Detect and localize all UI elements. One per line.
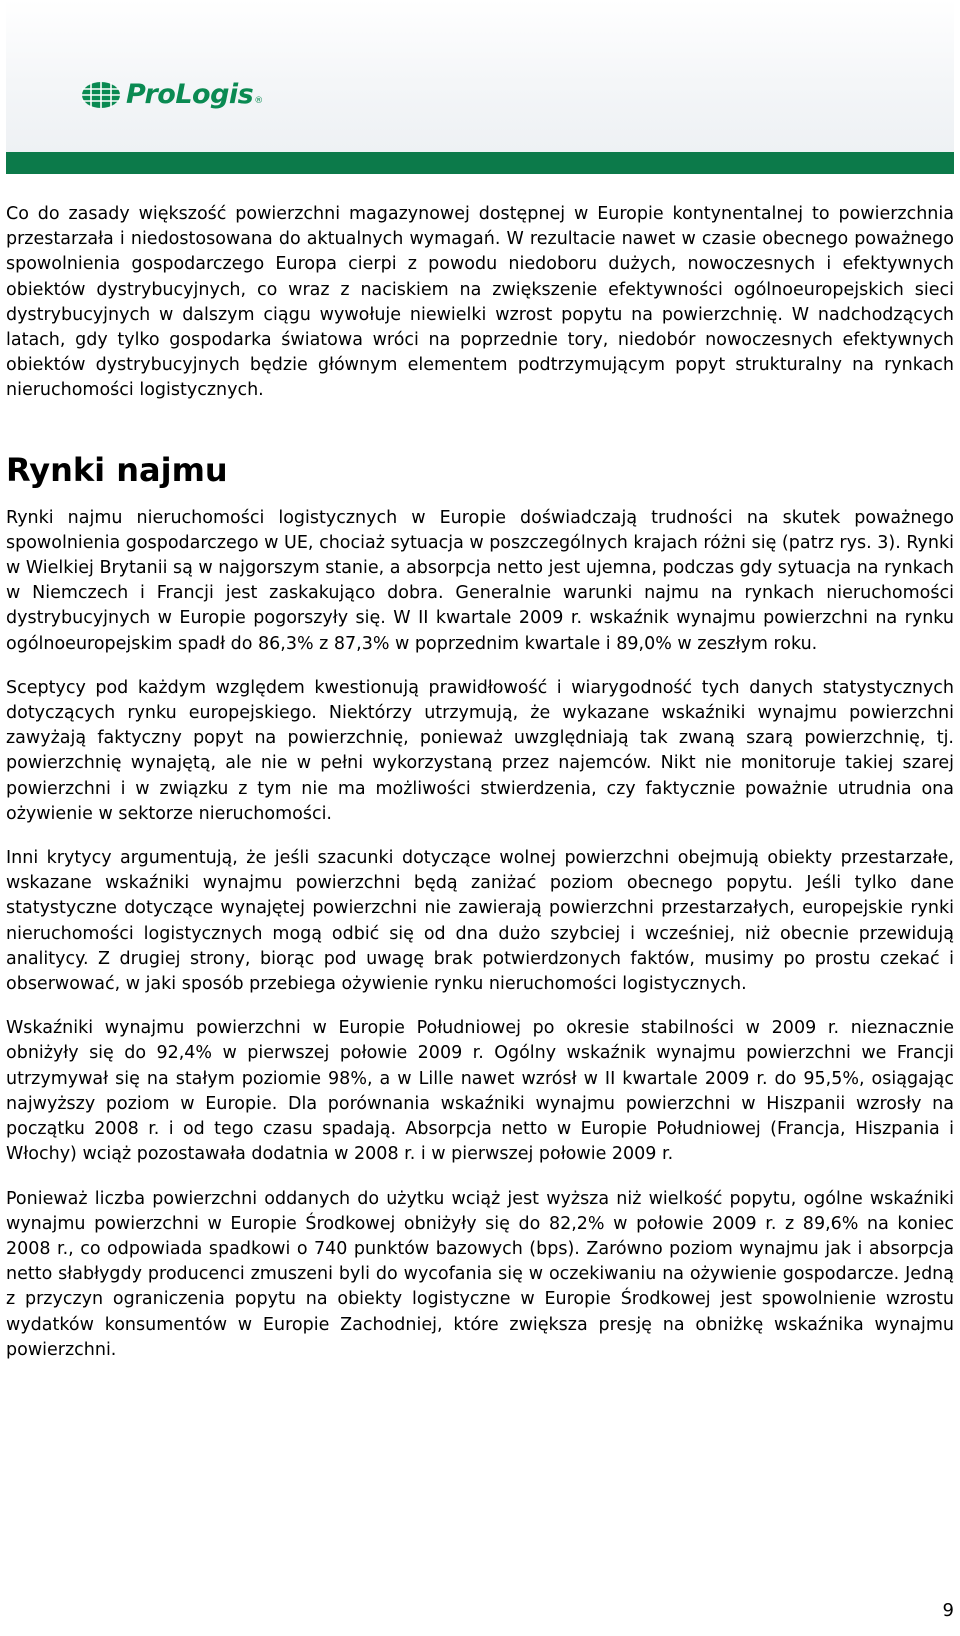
document-body: [6, 202, 954, 1363]
section-heading: Rynki najmu: [6, 450, 228, 489]
page-number: 9: [942, 1600, 954, 1621]
page-header: [6, 0, 954, 152]
logo-wordmark: ProLogis: [126, 79, 254, 110]
body-paragraph: Ponieważ liczba powierzchni oddanych do użytku wciąż jest wyższa niż wielkość popytu, ogólne wskaźniki wynajmu powierzchni w Europie Środkowej obniżyły się do 82,2% w połowie 2009 r. z 89,6% na koniec 2008 r., co odpowiada spadkowi o 740 punktów bazowych (bps). Zarówno poziom wynajmu jak i absorpcja netto słabłygdy producenci zmuszeni byli do wycofania się w oczekiwaniu na ożywienie gospodarcze. Jedną z przyczyn ograniczenia popytu na obiekty logistyczne w Europie Środkowej jest spowolnienie wzrostu wydatków konsumentów w Europie Zachodniej, które zwiększa presję na obniżkę wskaźnika wynajmu powierzchni.: [6, 1188, 954, 1360]
intro-paragraph: Co do zasady większość powierzchni magazynowej dostępnej w Europie kontynentalnej to powierzchnia przestarzała i niedostosowana do aktualnych wymagań. W rezultacie nawet w czasie obecnego poważnego spowolnienia gospodarczego Europa cierpi z powodu niedoboru dużych, nowoczesnych i efektywnych obiektów dystrybucyjnych, co wraz z naciskiem na zwiększenie efektywności ogólnoeuropejskich sieci dystrybucyjnych w dalszym ciągu wywołuje niewielki wzrost popytu na powierzchnię. W nadchodzących latach, gdy tylko gospodarka światowa wróci na poprzednie tory, niedobór nowoczesnych efektywnych obiektów dystrybucyjnych będzie głównym elementem podtrzymującym popyt strukturalny na rynkach nieruchomości logistycznych.: [6, 204, 954, 401]
body-paragraph: Inni krytycy argumentują, że jeśli szacunki dotyczące wolnej powierzchni obejmują obiekty przestarzałe, wskazane wskaźniki wynajmu powierzchni będą zaniżać poziom obecnego popytu. Jeśli tylko dane statystyczne dotyczące wynajętej powierzchni nie zawierają powierzchni przestarzałych, europejskie rynki nieruchomości logistycznych mogą odbić się od dna dużo szybciej i wcześniej, niż obecnie przewidują analitycy. Z drugiej strony, biorąc pod uwagę brak potwierdzonych faktów, musimy po prostu czekać i obserwować, w jaki sposób przebiega ożywienie rynku nieruchomości logistycznych.: [6, 848, 954, 995]
header-band: [6, 152, 954, 174]
body-paragraph: Rynki najmu nieruchomości logistycznych w Europie doświadczają trudności na skutek poważnego spowolnienia gospodarczego w UE, chociaż sytuacja w poszczególnych krajach różni się (patrz rys. 3). Rynki w Wielkiej Brytanii są w najgorszym stanie, a absorpcja netto jest ujemna, podczas gdy sytuacja na rynkach w Niemczech i Francji jest zaskakująco dobra. Generalnie warunki najmu na rynkach nieruchomości dystrybucyjnych w Europie pogorszyły się. W II kwartale 2009 r. wskaźnik wynajmu powierzchni na rynku ogólnoeuropejskim spadł do 86,3% z 87,3% w poprzednim kwartale i 89,0% w zeszłym roku.: [6, 507, 954, 654]
registered-mark: ®: [254, 96, 264, 106]
prologis-logo: [80, 80, 263, 110]
body-paragraph: Sceptycy pod każdym względem kwestionują prawidłowość i wiarygodność tych danych statystycznych dotyczących rynku europejskiego. Niektórzy utrzymują, że wykazane wskaźniki wynajmu powierzchni zawyżają faktyczny popyt na powierzchnię, ponieważ uwzględniają tak zwaną szarą powierzchnię, tj. powierzchnię wynajętą, ale nie w pełni wykorzystaną przez najemców. Nikt nie monitoruje takiej szarej powierzchni i w związku z tym nie ma możliwości stwierdzenia, czy faktycznie poważnie utrudnia ona ożywienie w sektorze nieruchomości.: [6, 677, 954, 824]
body-paragraph: Wskaźniki wynajmu powierzchni w Europie Południowej po okresie stabilności w 2009 r. nieznacznie obniżyły się do 92,4% w pierwszej połowie 2009 r. Ogólny wskaźnik wynajmu powierzchni we Francji utrzymywał się na stałym poziomie 98%, a w Lille nawet wzrósł w II kwartale 2009 r. do 95,5%, osiągając najwyższy poziom w Europie. Dla porównania wskaźniki wynajmu powierzchni w Hiszpanii wzrosły na początku 2008 r. i od tego czasu spadają. Absorpcja netto w Europie Południowej (Francja, Hiszpania i Włochy) wciąż pozostawała dodatnia w 2008 r. i w pierwszej połowie 2009 r.: [6, 1018, 954, 1165]
globe-icon: [80, 80, 122, 110]
